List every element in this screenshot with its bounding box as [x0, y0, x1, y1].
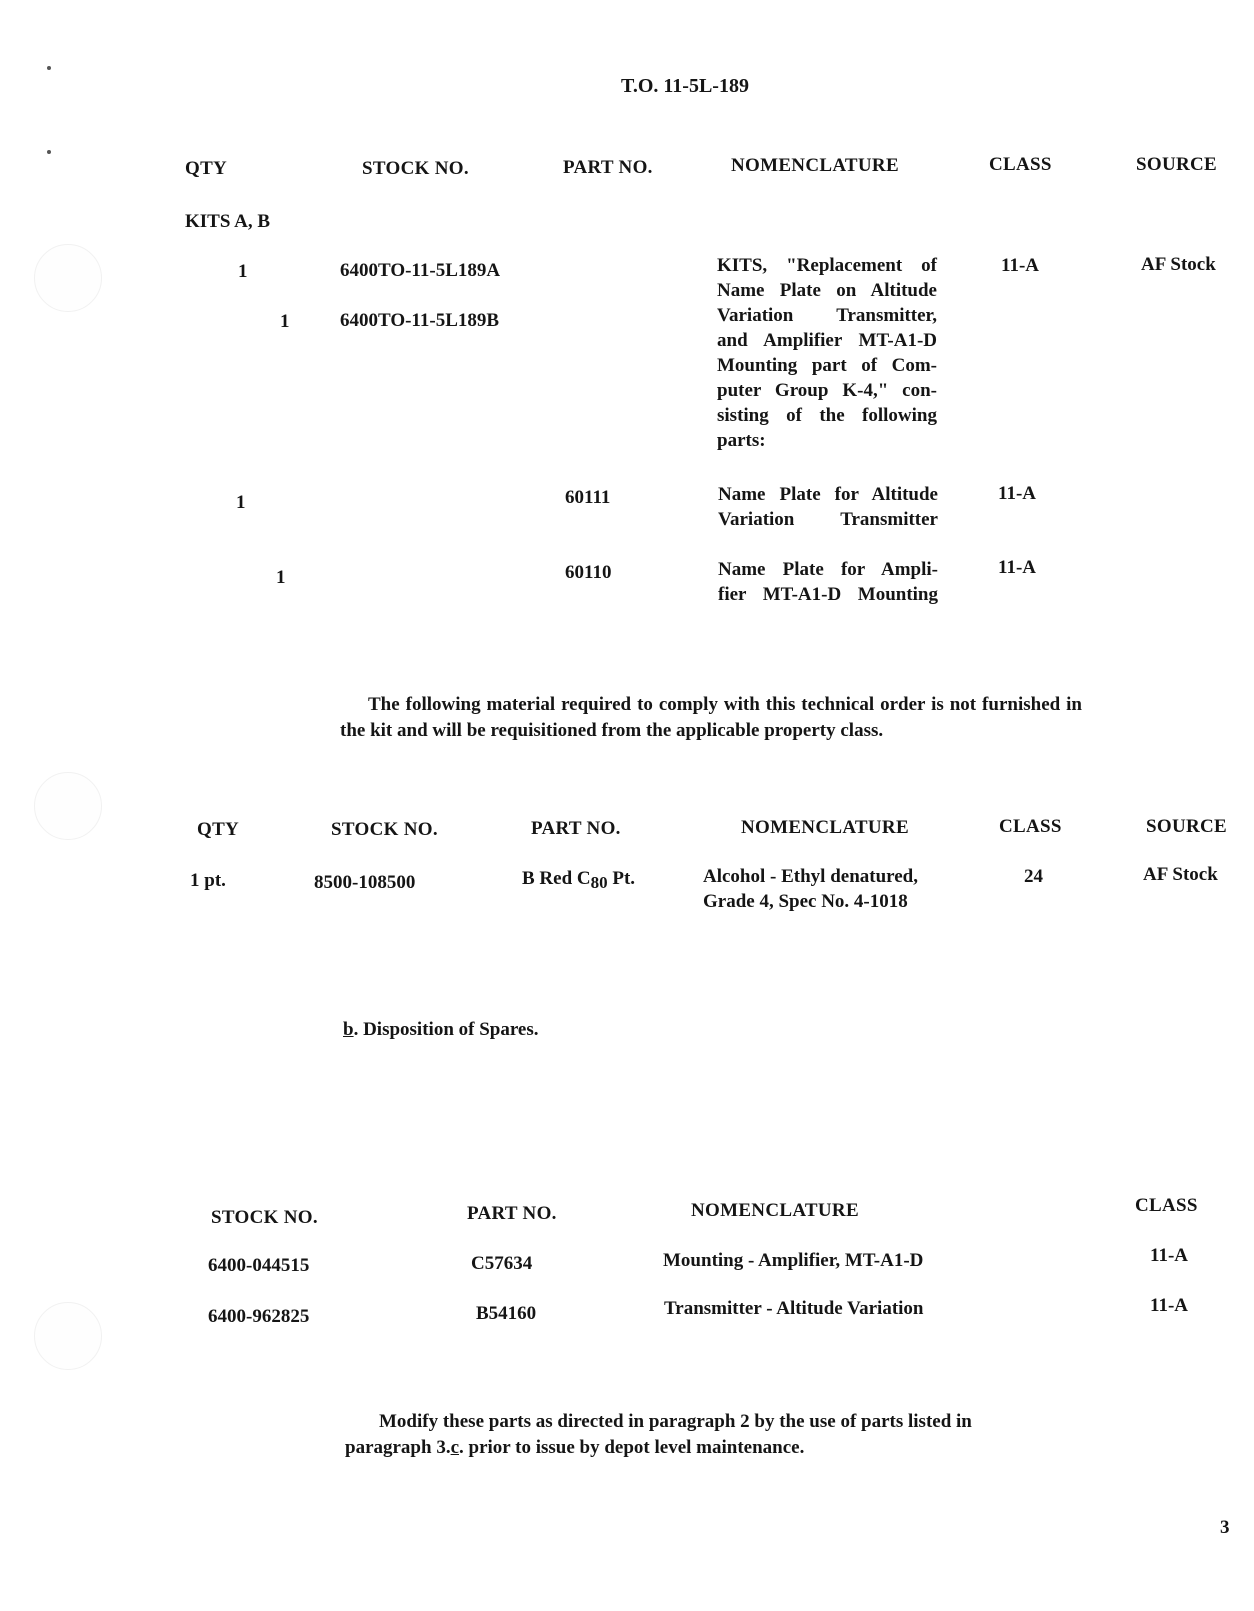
part-row-1-nomenclature [718, 482, 938, 532]
kit-nomenclature-line: KITS, "Replacement of [717, 255, 937, 276]
spare-row-1-stock: 6400-044515 [208, 1255, 310, 1276]
part-row-1-class: 11-A [998, 483, 1036, 504]
kit-nomenclature-line: puter Group K-4," con- [717, 380, 937, 401]
kit-nomenclature-line: parts: [717, 430, 766, 451]
spare-row-2-stock: 6400-962825 [208, 1306, 310, 1327]
spare-row-1-part: C57634 [471, 1253, 533, 1274]
material-header-stock: STOCK NO. [331, 819, 438, 840]
nomenclature-line: Name Plate for Altitude [718, 484, 938, 505]
kit-nomenclature-line: Name Plate on Altitude [717, 280, 937, 301]
kits-header-source: SOURCE [1136, 154, 1217, 175]
spare-row-2-part: B54160 [476, 1303, 537, 1324]
binder-hole-middle [34, 772, 102, 840]
kit-nomenclature-line: and Amplifier MT-A1-D [717, 330, 937, 351]
section-b-heading: b. Disposition of Spares. [343, 1019, 539, 1040]
kit-nomenclature-line: Mounting part of Com- [717, 355, 937, 376]
spare-row-2-class: 11-A [1150, 1295, 1188, 1316]
kit-nomenclature-line: sisting of the following [717, 405, 937, 426]
spare-row-2-nomenclature: Transmitter - Altitude Variation [664, 1298, 924, 1319]
part-row-1-part-number: 60111 [565, 487, 611, 508]
material-nomenclature [703, 864, 918, 914]
part-row-2-qty: 1 [276, 567, 286, 588]
material-stock-number: 8500-108500 [314, 872, 416, 893]
nomenclature-line: Alcohol - Ethyl denatured, [703, 866, 919, 887]
spares-header-class: CLASS [1135, 1195, 1198, 1216]
part-row-2-part-number: 60110 [565, 562, 612, 583]
kits-header-qty: QTY [185, 158, 228, 179]
page-number: 3 [1220, 1517, 1230, 1538]
part-row-1-qty: 1 [236, 492, 246, 513]
kit-class: 11-A [1001, 255, 1039, 276]
material-part-number: B Red C80 Pt. [522, 868, 636, 892]
binder-hole-top [34, 244, 102, 312]
material-header-part: PART NO. [531, 818, 621, 839]
part-row-2-class: 11-A [998, 557, 1036, 578]
nomenclature-line: Grade 4, Spec No. 4-1018 [703, 891, 908, 912]
kits-header-part: PART NO. [563, 157, 653, 178]
kits-header-nomenclature: NOMENCLATURE [731, 155, 899, 176]
kits-header-class: CLASS [989, 154, 1052, 175]
kit-a-qty: 1 [238, 261, 248, 282]
nomenclature-line: Variation Transmitter [718, 509, 938, 530]
kit-nomenclature [717, 253, 937, 453]
nomenclature-line: Name Plate for Ampli- [718, 559, 938, 580]
kits-header-stock: STOCK NO. [362, 158, 469, 179]
spares-header-stock: STOCK NO. [211, 1207, 318, 1228]
speck [47, 66, 51, 70]
material-header-qty: QTY [197, 819, 240, 840]
material-note: The following material required to comply with this technical order is not furnished in the kit and will be requisitioned from the applicable property class. [340, 694, 1082, 741]
kit-a-stock-number: 6400TO-11-5L189A [340, 260, 501, 281]
kit-b-qty: 1 [280, 311, 290, 332]
kit-source: AF Stock [1141, 254, 1216, 275]
kit-b-stock-number: 6400TO-11-5L189B [340, 310, 500, 331]
nomenclature-line: fier MT-A1-D Mounting [718, 584, 938, 605]
closing-note-line-2: paragraph 3.c. prior to issue by depot level maintenance. [345, 1437, 805, 1458]
material-qty: 1 pt. [190, 870, 226, 891]
part-row-2-nomenclature [718, 557, 938, 607]
spare-row-1-nomenclature: Mounting - Amplifier, MT-A1-D [663, 1250, 924, 1271]
material-header-nomenclature: NOMENCLATURE [741, 817, 909, 838]
document-number: T.O. 11-5L-189 [621, 75, 749, 97]
binder-hole-bottom [34, 1302, 102, 1370]
spares-header-nomenclature: NOMENCLATURE [691, 1200, 859, 1221]
material-header-source: SOURCE [1146, 816, 1227, 837]
kits-group-label: KITS A, B [185, 211, 271, 232]
speck [47, 150, 51, 154]
material-class: 24 [1024, 866, 1043, 887]
spare-row-1-class: 11-A [1150, 1245, 1188, 1266]
material-source: AF Stock [1143, 864, 1218, 885]
material-header-class: CLASS [999, 816, 1062, 837]
spares-header-part: PART NO. [467, 1203, 557, 1224]
kit-nomenclature-line: Variation Transmitter, [717, 305, 937, 326]
closing-note-line-1: Modify these parts as directed in paragraph 2 by the use of parts listed in [379, 1411, 972, 1432]
